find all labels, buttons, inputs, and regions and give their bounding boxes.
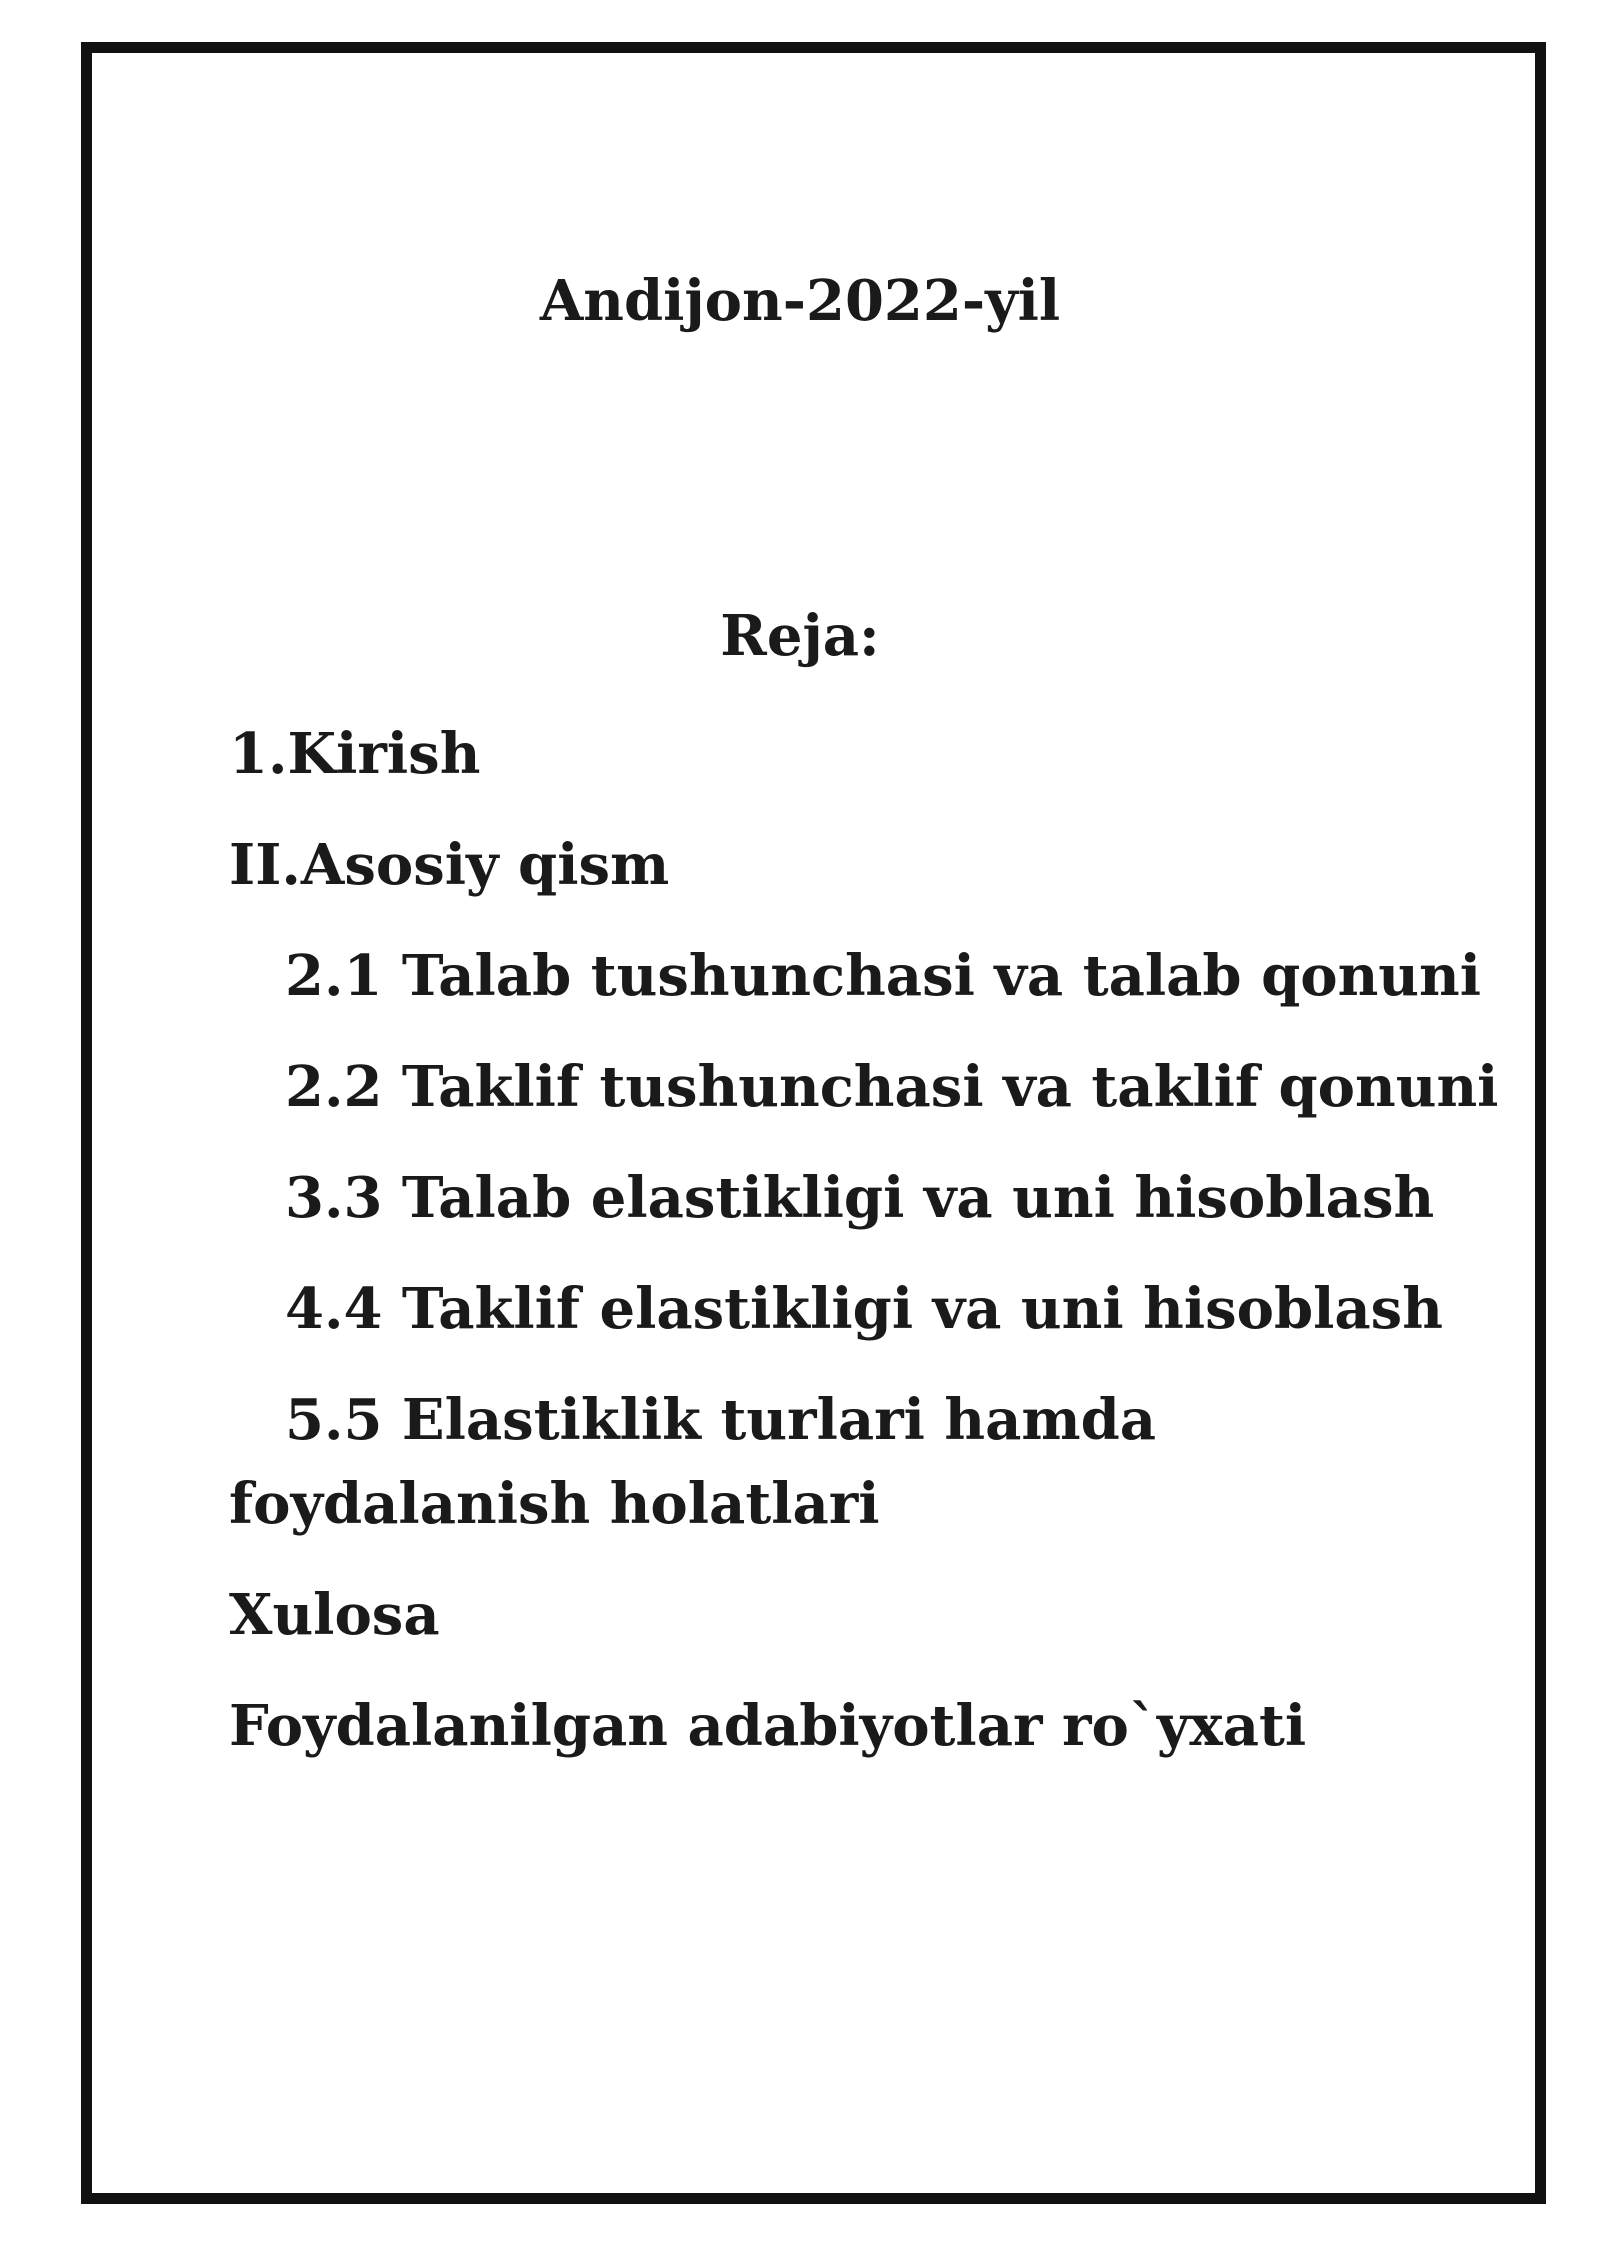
plan-title: Reja:	[720, 603, 880, 669]
plan-item-main-part: II.Asosiy qism	[229, 832, 670, 898]
plan-list	[229, 712, 1499, 1795]
plan-item-conclusion: Xulosa	[229, 1582, 440, 1648]
plan-item-elasticity-types: 5.5 Elastiklik turlari hamda foydalanish holatlari	[229, 1387, 1157, 1537]
plan-item-supply-elasticity: 4.4 Taklif elastikligi va uni hisoblash	[285, 1276, 1443, 1342]
city-year-heading: Andijon-2022-yil	[539, 268, 1061, 334]
plan-item-demand-elasticity: 3.3 Talab elastikligi va uni hisoblash	[285, 1165, 1435, 1231]
plan-item-introduction: 1.Kirish	[229, 721, 481, 787]
plan-item-demand-law: 2.1 Talab tushunchasi va talab qonuni	[285, 943, 1481, 1009]
plan-item-references: Foydalanilgan adabiyotlar ro`yxati	[229, 1693, 1307, 1759]
plan-item-supply-law: 2.2 Taklif tushunchasi va taklif qonuni	[285, 1054, 1499, 1120]
